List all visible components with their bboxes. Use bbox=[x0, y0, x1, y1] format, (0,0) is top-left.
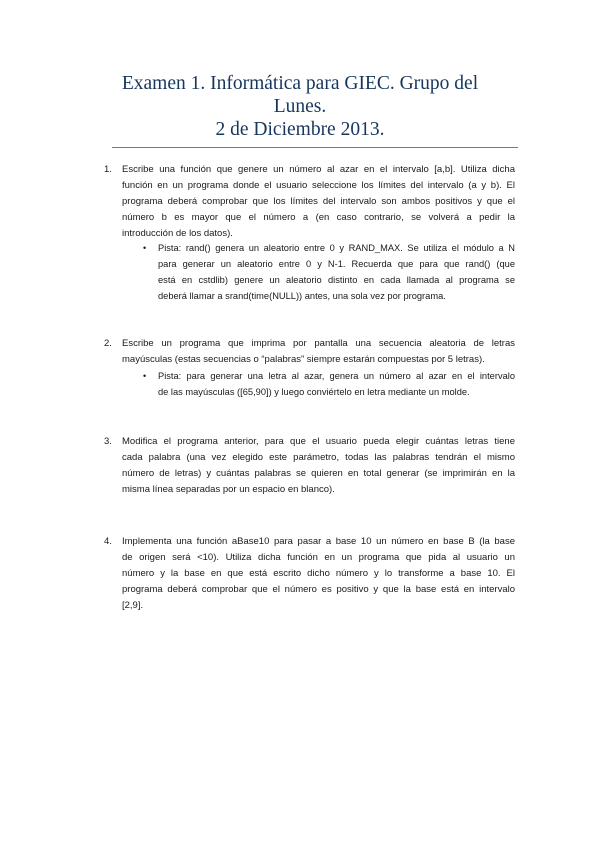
title-line-3: 2 de Diciembre 2013. bbox=[215, 119, 385, 140]
text-line: Implementa una función aBase10 para pasar a base 10 un número en base B (la base bbox=[122, 536, 515, 547]
question-text bbox=[122, 534, 515, 614]
title-divider bbox=[112, 147, 518, 148]
page-title bbox=[95, 72, 505, 141]
question-number: 4. bbox=[104, 536, 112, 547]
text-line: cada palabra (una vez elegido este parámetro, todas las palabras tendrán el mismo bbox=[122, 452, 515, 463]
hint-line: de las mayúsculas ([65,90]) y luego conviértelo en letra mediante un molde. bbox=[158, 387, 470, 397]
text-line: Escribe una función que genere un número al azar en el intervalo [a,b]. Utiliza dicha bbox=[122, 164, 515, 175]
text-line: [2,9]. bbox=[122, 600, 144, 611]
text-line: de origen será <10). Utiliza dicha función en un programa que pida al usuario un bbox=[122, 552, 515, 563]
hint-line: para generar un aleatorio entre 0 y N-1. Recuerda que para que rand() (que bbox=[158, 259, 515, 269]
question-number: 1. bbox=[104, 164, 112, 175]
text-line: misma línea separadas por un espacio en blanco). bbox=[122, 484, 335, 495]
hint-line: está en cstdlib) genere un aleatorio distinto en cada llamada al programa se bbox=[158, 275, 515, 285]
text-line: número b es mayor que el número a (en caso contrario, se volverá a pedir la bbox=[122, 212, 515, 223]
text-line: número y la base en que está escrito dicho número y lo transforme a base 10. El bbox=[122, 568, 515, 579]
question-number: 3. bbox=[104, 436, 112, 447]
hint-line: Pista: para generar una letra al azar, genera un número al azar en el intervalo bbox=[158, 371, 515, 381]
text-line: programa deberá comprobar que los límites del intervalo son ambos positivos y que el bbox=[122, 196, 515, 207]
bullet-icon: • bbox=[143, 371, 147, 381]
text-line: función en un programa donde el usuario seleccione los límites del intervalo (a y b). El bbox=[122, 180, 515, 191]
hint-line: deberá llamar a srand(time(NULL)) antes, una sola vez por programa. bbox=[158, 291, 446, 301]
text-line: Modifica el programa anterior, para que el usuario pueda elegir cuántas letras tiene bbox=[122, 436, 515, 447]
title-line-2: Lunes. bbox=[273, 96, 327, 117]
bullet-icon: • bbox=[143, 243, 147, 253]
text-line: Escribe un programa que imprima por pantalla una secuencia aleatoria de letras bbox=[122, 338, 515, 349]
hint-text bbox=[158, 368, 515, 400]
text-line: programa deberá comprobar que el número es positivo y que la base está en intervalo bbox=[122, 584, 515, 595]
text-line: número de letras) y cuántas palabras se quieren en total generar (se imprimirán en la bbox=[122, 468, 515, 479]
hint-line: Pista: rand() genera un aleatorio entre 0 y RAND_MAX. Se utiliza el módulo a N bbox=[158, 243, 515, 253]
text-line: mayúsculas (estas secuencias o “palabras” siempre estarán compuestas por 5 letras). bbox=[122, 354, 485, 365]
text-line: introducción de los datos). bbox=[122, 228, 233, 239]
question-text bbox=[122, 434, 515, 498]
hint-text bbox=[158, 240, 515, 304]
question-number: 2. bbox=[104, 338, 112, 349]
question-text bbox=[122, 336, 515, 368]
question-text bbox=[122, 162, 515, 242]
title-line-1: Examen 1. Informática para GIEC. Grupo del bbox=[121, 73, 479, 94]
